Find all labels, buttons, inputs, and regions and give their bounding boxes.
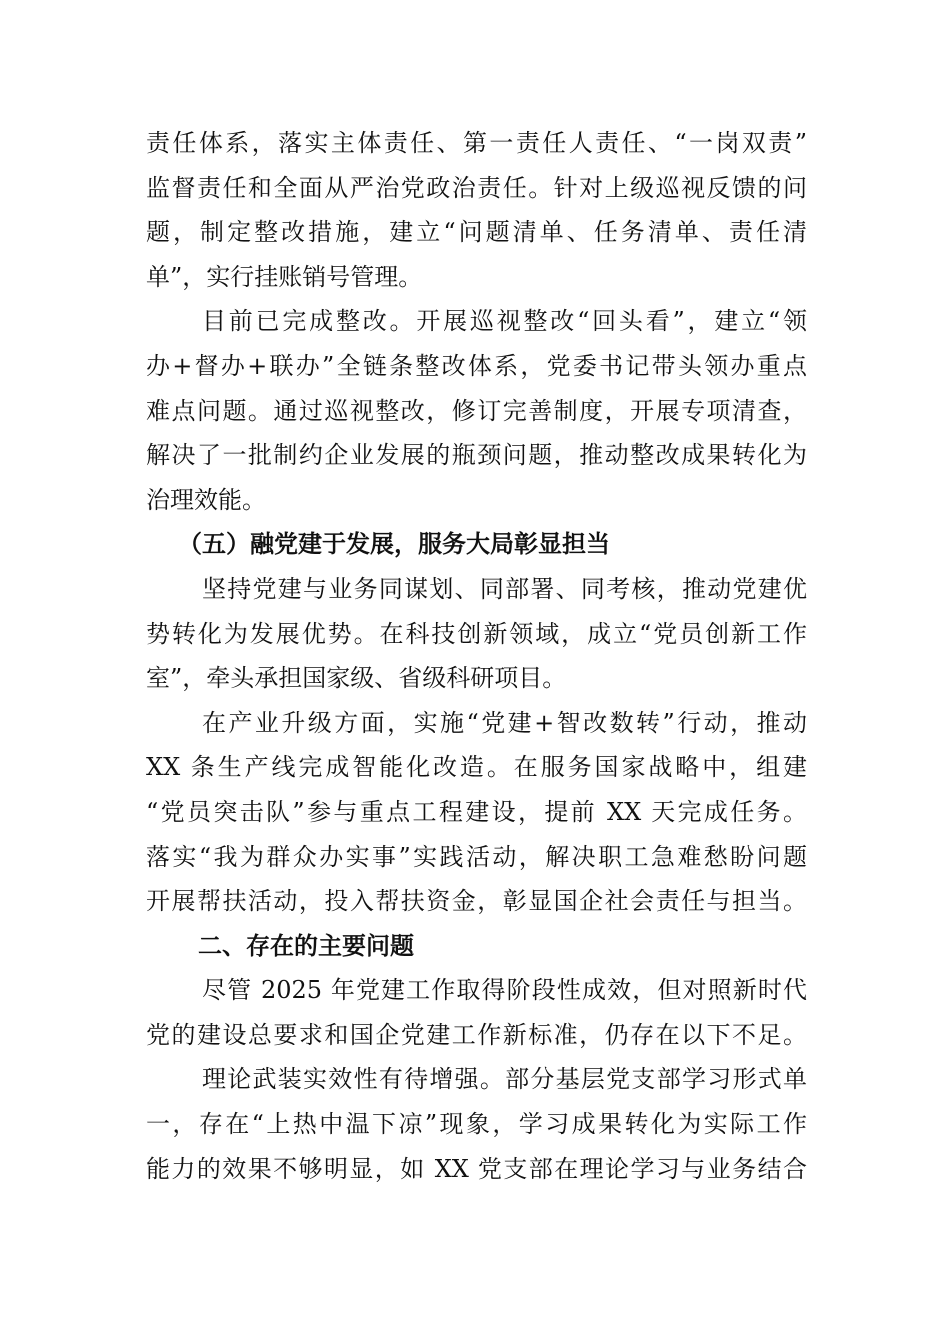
document-page bbox=[146, 121, 807, 1191]
text-line: 尽管 2025 年党建工作取得阶段性成效，但对照新时代 bbox=[202, 976, 807, 1005]
text-line: 室”，牵头承担国家级、省级科研项目。 bbox=[146, 664, 567, 693]
chapter-heading: 二、存在的主要问题 bbox=[198, 931, 414, 960]
text-line: 单”，实行挂账销号管理。 bbox=[146, 262, 423, 291]
text-line: 开展帮扶活动，投入帮扶资金，彰显国企社会责任与担当。 bbox=[146, 887, 807, 916]
text-line: 能力的效果不够明显，如 XX 党支部在理论学习与业务结合 bbox=[146, 1154, 807, 1183]
paragraph bbox=[146, 1057, 807, 1191]
text-line: 责任体系，落实主体责任、第一责任人责任、“一岗双责” bbox=[146, 129, 807, 157]
text-line: 党的建设总要求和国企党建工作新标准，仍存在以下不足。 bbox=[146, 1020, 807, 1049]
text-line: 落实“我为群众办实事”实践活动，解决职工急难愁盼问题 bbox=[146, 842, 807, 871]
section-heading: （五）融党建于发展，服务大局彰显担当 bbox=[178, 529, 610, 559]
text-line: 解决了一批制约企业发展的瓶颈问题，推动整改成果转化为 bbox=[146, 441, 807, 470]
paragraph bbox=[146, 701, 807, 924]
text-line: 监督责任和全面从严治党政治责任。针对上级巡视反馈的问 bbox=[146, 173, 807, 202]
text-line: 治理效能。 bbox=[146, 485, 266, 514]
text-line: “党员突击队”参与重点工程建设，提前 XX 天完成任务。 bbox=[146, 797, 807, 826]
paragraph bbox=[146, 567, 807, 701]
text-line: XX 条生产线完成智能化改造。在服务国家战略中，组建 bbox=[146, 753, 807, 782]
text-line: 难点问题。通过巡视整改，修订完善制度，开展专项清查， bbox=[146, 396, 807, 425]
text-line: 题，制定整改措施，建立“问题清单、任务清单、责任清 bbox=[146, 218, 807, 247]
text-line: 一，存在“上热中温下凉”现象，学习成果转化为实际工作 bbox=[146, 1110, 807, 1139]
text-line: 办+督办+联办”全链条整改体系，党委书记带头领办重点 bbox=[146, 351, 807, 380]
text-line: 坚持党建与业务同谋划、同部署、同考核，推动党建优 bbox=[202, 574, 807, 603]
paragraph bbox=[146, 299, 807, 522]
text-line: 目前已完成整改。开展巡视整改“回头看”，建立“领 bbox=[202, 307, 807, 336]
paragraph bbox=[146, 121, 807, 299]
text-line: 理论武装实效性有待增强。部分基层党支部学习形式单 bbox=[202, 1065, 807, 1094]
text-line: 在产业升级方面，实施“党建+智改数转”行动，推动 bbox=[202, 708, 807, 737]
paragraph bbox=[146, 968, 807, 1057]
text-line: 势转化为发展优势。在科技创新领域，成立“党员创新工作 bbox=[146, 619, 807, 648]
